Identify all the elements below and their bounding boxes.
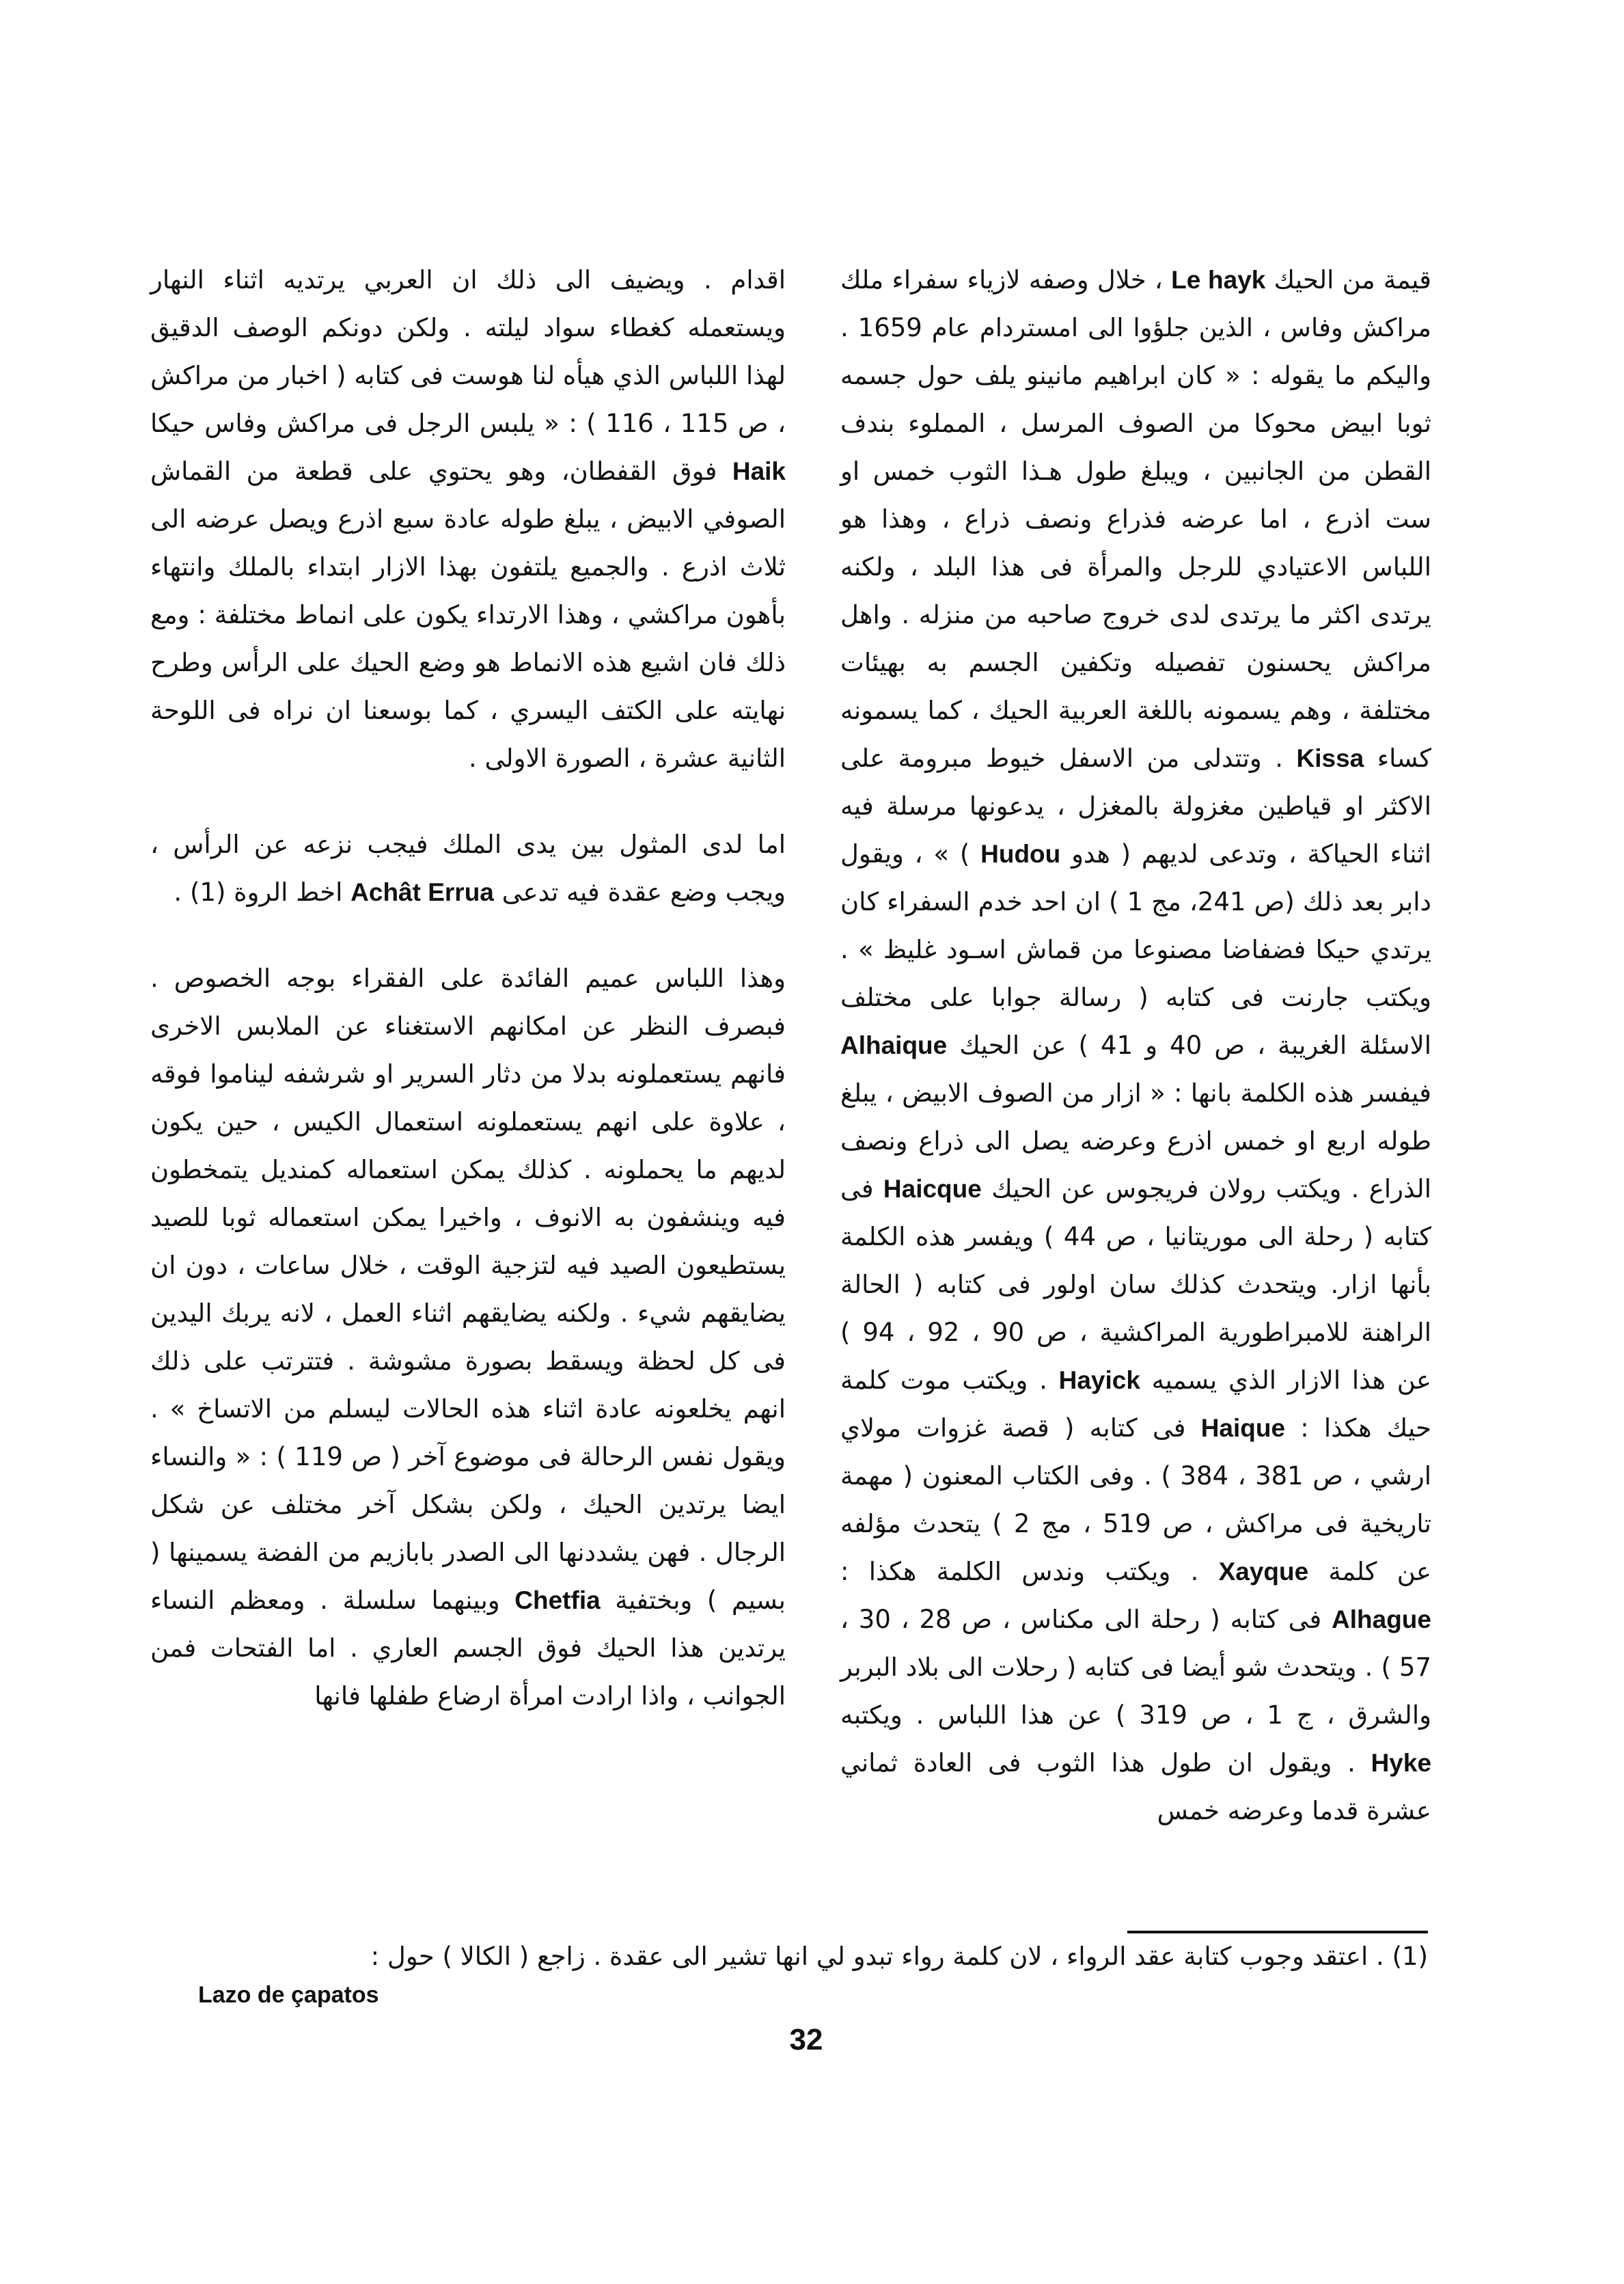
term-achat-errua: Achât Errua (350, 878, 494, 906)
term-hudou: Hudou (980, 840, 1061, 868)
term-hyke: Hyke (1371, 1749, 1432, 1777)
right-paragraph: قيمة من الحيك Le hayk ، خلال وصفه لازياء سفراء ملك مراكش وفاس ، الذين جلؤوا الى امستردام عام 1659 . واليكم ما يقوله : « كان ابراهيم مانينو يلف حول جسمه ثوبا ابيض محوكا من الصوف المرسل ، المملوء بندف القطن من الجانبين ، ويبلغ طول هـذا الثوب خمس او ست اذرع ، اما عرضه فذراع ونصف ذراع ، وهذا هو اللباس الاعتيادي للرجل والمرأة فى هذا البلد ، ولكنه يرتدى اكثر ما يرتدى لدى خروج صاحبه من منزله . واهل مراكش يحسنون تفصيله وتكفين الجسم به بهيئات مختلفة ، وهم يسمونه باللغة العربية الحيك ، كما يسمونه كساء Kissa . وتتدلى من الاسفل خيوط مبرومة على الاكثر او قياطين مغزولة بالمغزل ، يدعونها مرسلة فيه اثناء الحياكة ، وتدعى لديهم ( هدو Hudou ) » ، ويقول دابر بعد ذلك (ص 241، مج 1 ) ان احد خدم السفراء كان يرتدي حيكا فضفاضا مصنوعا من قماش اسـود غليظ » . ويكتب جارنت فى كتابه ( رسالة جوابا على مختلف الاسئلة الغريبة ، ص 40 و 41 ) عن الحيك Alhaique فيفسر هذه الكلمة بانها : « ازار من الصوف الابيض ، يبلغ طوله اربع او خمس اذرع وعرضه يصل الى ذراع ونصف الذراع . ويكتب رولان فريجوس عن الحيك Haicque فى كتابه ( رحلة الى موريتانيا ، ص 44 ) ويفسر هذه الكلمة بأنها ازار. ويتحدث كذلك سان اولور فى كتابه ( الحالة الراهنة للامبراطورية المراكشية ، ص 90 ، 92 ، 94 ) عن هذا الازار الذي يسميه Hayick . ويكتب موت كلمة حيك هكذا : Haique فى كتابه ( قصة غزوات مولاي ارشي ، ص 381 ، 384 ) . وفى الكتاب المعنون ( مهمة تاريخية فى مراكش ، ص 519 ، مج 2 ) يتحدث مؤلفه عن كلمة Xayque . ويكتب وندس الكلمة هكذا : Alhague فى كتابه ( رحلة الى مكناس ، ص 28 ، 30 ، 57 ) . ويتحدث شو أيضا فى كتابه ( رحلات الى بلاد البربر والشرق ، ج 1 ، ص 319 ) عن هذا اللباس . ويكتبه Hyke . ويقول ان طول هذا الثوب فى العادة ثماني عشرة قدما وعرضه خمس (840, 265, 1432, 1825)
term-chetfia: Chetfia (514, 1586, 601, 1614)
left-paragraph-3: وهذا اللباس عميم الفائدة على الفقراء بوجه الخصوص . فبصرف النظر عن امكانهم الاستغناء عن الملابس الاخرى فانهم يستعملونه بدلا من دثار السرير او شرشفه ليناموا فوقه ، علاوة على انهم يستعملونه استعمال الكيس ، حين يكون لديهم ما يحملونه . كذلك يمكن استعماله كمنديل يتمخطون فيه وينشفون به الانوف ، واخيرا يمكن استعماله ثوبا للصيد يستطيعون الصيد فيه لتزجية الوقت ، خلال ساعات ، دون ان يضايقهم شيء . ولكنه يضايقهم اثناء العمل ، لانه يربك اليدين فى كل لحظة ويسقط بصورة مشوشة . فتترتب على ذلك انهم يخلعونه عادة اثناء هذه الحالات ليسلم من الاتساخ » . ويقول نفس الرحالة فى موضوع آخر ( ص 119 ) : « والنساء ايضا يرتدين الحيك ، ولكن بشكل آخر مختلف عن شكل الرجال . فهن يشددنها الى الصدر بابازيم من الفضة يسمينها ( بسيم ) وبختفية Chetfia وبينهما سلسلة . ومعظم النساء يرتدين هذا الحيك فوق الجسم العاري . اما الفتحات فمن الجوانب ، واذا ارادت امرأة ارضاع طفلها فانها (150, 964, 786, 1711)
left-paragraph-2: اما لدى المثول بين يدى الملك فيجب نزعه عن الرأس ، ويجب وضع عقدة فيه تدعى Achât Errua اخط الروة (1) . (150, 830, 786, 907)
term-hayick: Hayick (1058, 1366, 1140, 1394)
term-haicque: Haicque (883, 1175, 982, 1203)
left-paragraph-1: اقدام . ويضيف الى ذلك ان العربي يرتديه اثناء النهار ويستعمله كغطاء سواد ليلته . ولكن دونكم الوصف الدقيق لهذا اللباس الذي هيأه لنا هوست فى كتابه ( اخبار من مراكش ، ص 115 ، 116 ) : « يلبس الرجل فى مراكش وفاس حيكا Haik فوق القفطان، وهو يحتوي على قطعة من القماش الصوفي الابيض ، يبلغ طوله عادة سبع اذرع ويصل عرضه الى ثلاث اذرع . والجميع يلتفون بهذا الازار ابتداء بالملك وانتهاء بأهون مراكشي ، وهذا الارتداء يكون على انماط مختلفة : ومع ذلك فان اشيع هذه الانماط هو وضع الحيك على الرأس وطرح نهايته على الكتف اليسري ، كما بوسعنا ان نراه فى اللوحة الثانية عشرة ، الصورة الاولى . (150, 265, 786, 773)
footnote (198, 1938, 1428, 2014)
page-number: 32 (789, 2023, 823, 2056)
term-alhaique: Alhaique (840, 1031, 948, 1059)
footnote-divider (1127, 1931, 1428, 1933)
left-text-column (150, 256, 786, 1720)
term-haik: Haik (732, 457, 786, 485)
term-kissa: Kissa (1296, 744, 1364, 772)
right-text-column (840, 256, 1431, 1835)
term-haique: Haique (1200, 1414, 1286, 1442)
term-le-hayk: Le hayk (1171, 266, 1266, 294)
term-alhague: Alhague (1332, 1605, 1431, 1633)
footnote-text: (1) . اعتقد وجوب كتابة عقد الرواء ، لان كلمة رواء تبدو لي انها تشير الى عقدة . زاجع ( الكالا ) حول : (370, 1942, 1428, 1971)
footnote-term: Lazo de çapatos (198, 1982, 379, 2008)
term-xayque: Xayque (1218, 1558, 1309, 1586)
